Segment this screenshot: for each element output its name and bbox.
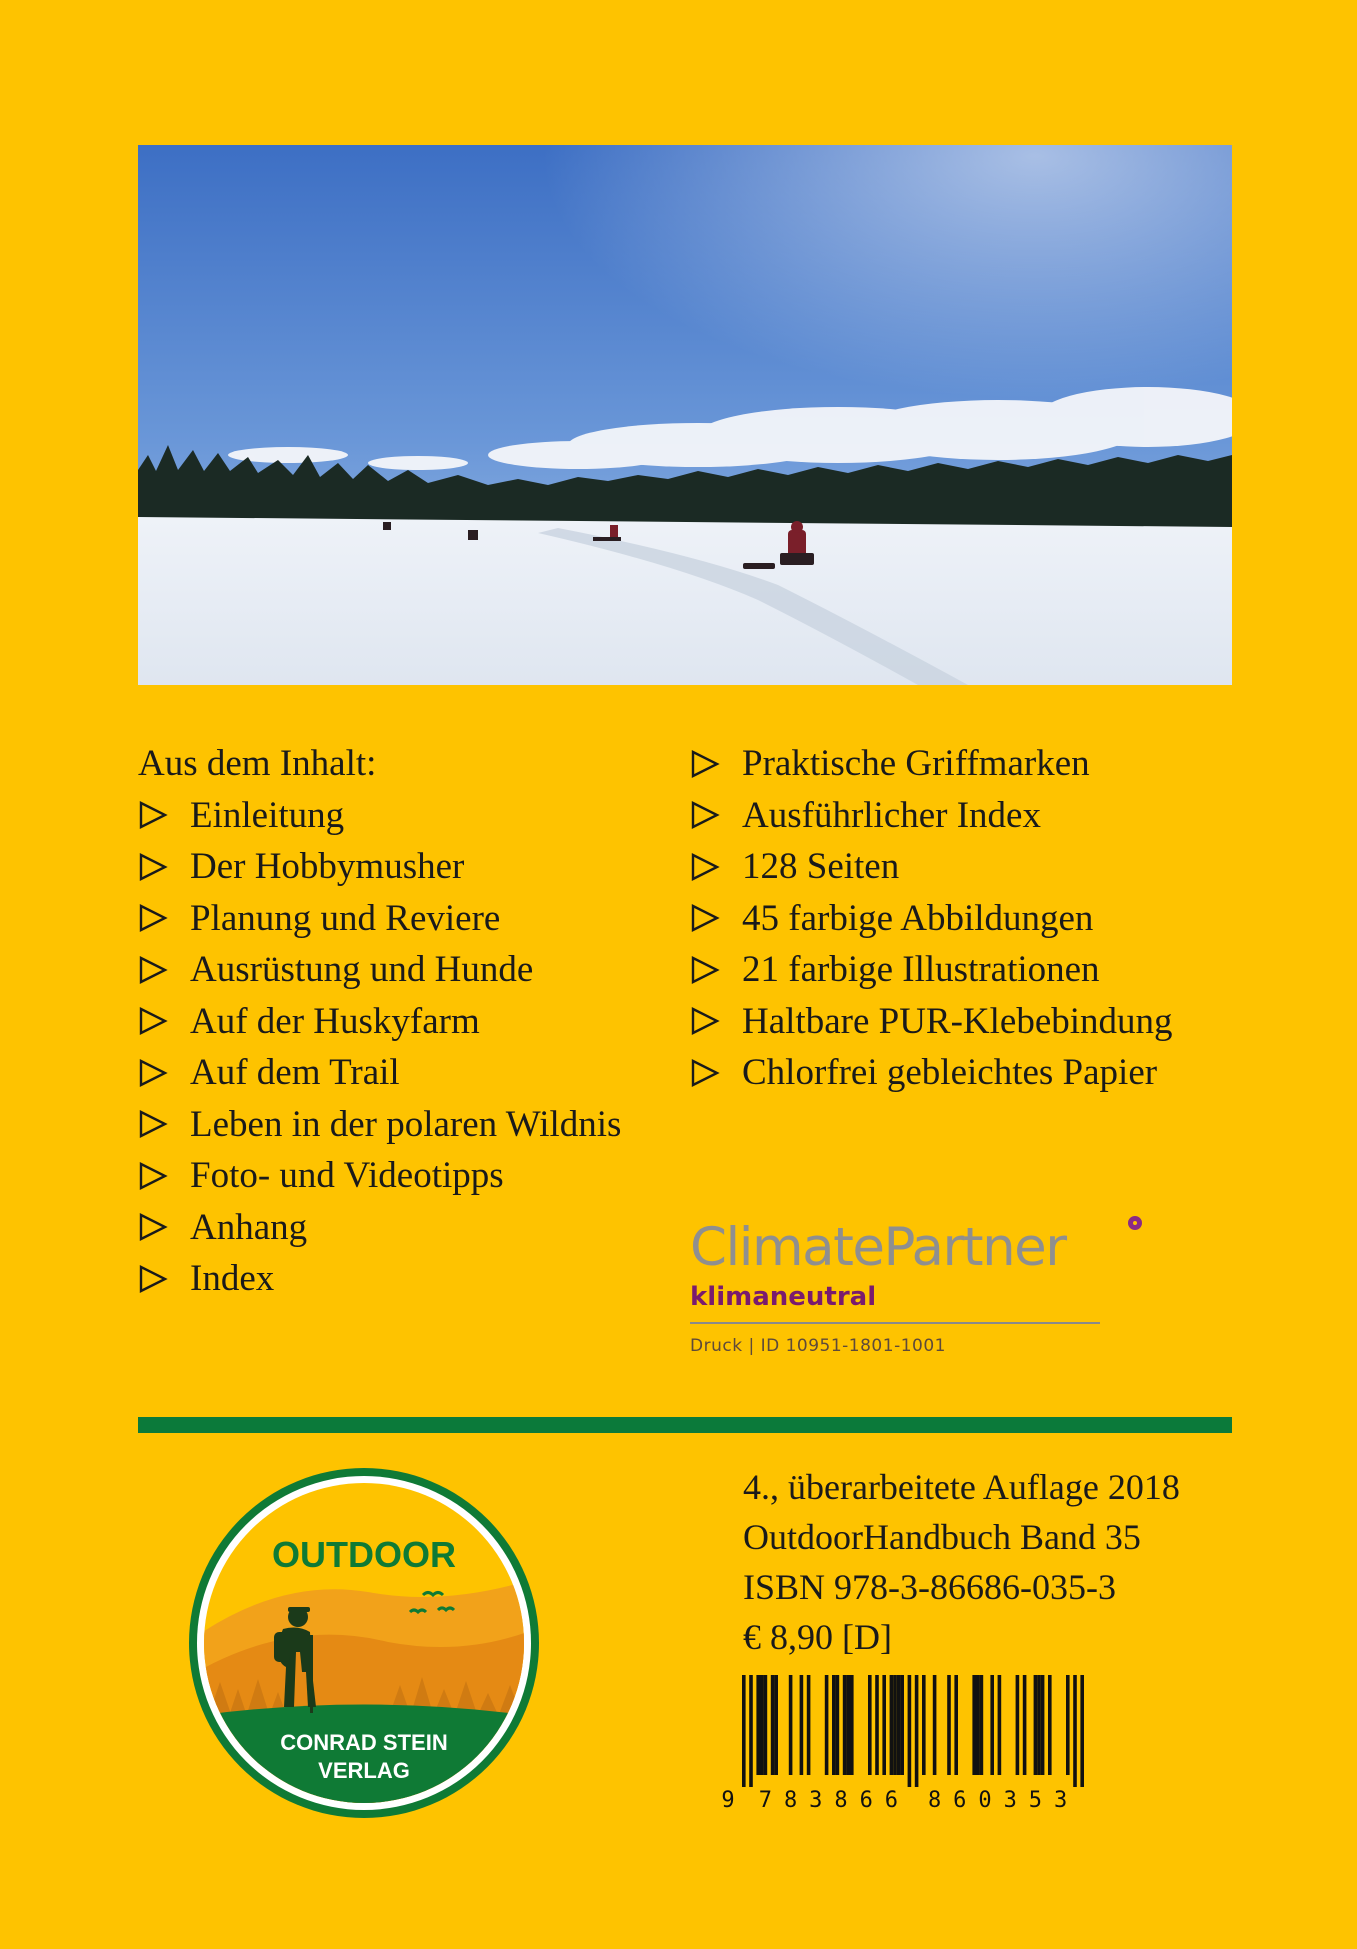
badge-bottom-line1: CONRAD STEIN bbox=[280, 1730, 448, 1755]
contents-list-right bbox=[690, 738, 1173, 1099]
triangle-outline-icon bbox=[690, 893, 742, 944]
list-item-label: Einleitung bbox=[190, 794, 345, 836]
triangle-outline-icon bbox=[138, 996, 190, 1047]
list-item bbox=[138, 893, 621, 945]
list-item bbox=[138, 790, 621, 842]
triangle-outline-icon bbox=[138, 893, 190, 944]
barcode-bar bbox=[1080, 1675, 1084, 1787]
barcode-bar bbox=[990, 1675, 994, 1775]
barcode-digit: 5 bbox=[1028, 1788, 1043, 1810]
cover-photo bbox=[138, 145, 1232, 685]
list-item-label: Praktische Griffmarken bbox=[742, 743, 1090, 784]
list-item-label: Foto- und Videotipps bbox=[190, 1155, 504, 1196]
triangle-outline-icon bbox=[690, 996, 742, 1047]
badge-bottom-line2: VERLAG bbox=[318, 1758, 410, 1783]
barcode-bar bbox=[1041, 1675, 1045, 1775]
outdoor-badge-logo bbox=[188, 1467, 540, 1819]
barcode-digit: 8 bbox=[834, 1788, 848, 1810]
triangle-outline-icon bbox=[138, 944, 190, 995]
barcode-bar bbox=[972, 1675, 976, 1775]
barcode-bar bbox=[749, 1675, 753, 1787]
triangle-outline-icon bbox=[138, 1202, 190, 1253]
barcode-bar bbox=[947, 1675, 951, 1775]
barcode-bar bbox=[800, 1675, 804, 1775]
barcode-bar bbox=[756, 1675, 760, 1775]
list-item-label: Der Hobbymusher bbox=[190, 846, 465, 887]
list-item-label: Auf der Huskyfarm bbox=[190, 1000, 480, 1042]
list-item-label: Index bbox=[190, 1258, 275, 1299]
barcode-bar bbox=[980, 1675, 984, 1775]
barcode-bar bbox=[836, 1675, 840, 1775]
list-item bbox=[138, 944, 621, 996]
triangle-outline-icon bbox=[138, 841, 190, 892]
barcode-bar bbox=[764, 1675, 768, 1775]
barcode-bar bbox=[789, 1675, 793, 1775]
barcode-bar bbox=[868, 1675, 872, 1775]
list-item bbox=[138, 1202, 621, 1254]
list-item-label: 128 Seiten bbox=[742, 846, 900, 887]
list-item-label: Leben in der polaren Wildnis bbox=[190, 1103, 622, 1145]
book-info bbox=[743, 1462, 1180, 1662]
barcode-digit: 8 bbox=[783, 1788, 798, 1810]
barcode-digit: 6 bbox=[859, 1788, 873, 1810]
barcode-bar bbox=[954, 1675, 958, 1775]
contents-list-left bbox=[138, 738, 621, 1305]
triangle-outline-icon bbox=[690, 841, 742, 892]
list-item bbox=[690, 738, 1173, 790]
publisher-badge bbox=[188, 1467, 540, 1819]
divider bbox=[690, 1322, 1100, 1324]
barcode-bar bbox=[922, 1675, 926, 1775]
barcode-bar bbox=[771, 1675, 775, 1775]
contents-heading: Aus dem Inhalt: bbox=[138, 743, 377, 784]
triangle-outline-icon bbox=[138, 1047, 190, 1098]
barcode-bar bbox=[1073, 1675, 1077, 1787]
barcode-digit: 0 bbox=[978, 1788, 992, 1810]
price-text: € 8,90 [D] bbox=[743, 1617, 892, 1657]
barcode-bar bbox=[843, 1675, 847, 1775]
list-item bbox=[138, 841, 621, 893]
dog-sled-photo-image bbox=[138, 145, 1232, 685]
list-item bbox=[690, 790, 1173, 842]
barcode-bar bbox=[915, 1675, 919, 1787]
green-divider-bar bbox=[138, 1417, 1232, 1433]
list-item-label: 21 farbige Illustrationen bbox=[742, 949, 1100, 990]
circle-icon bbox=[1128, 1216, 1142, 1230]
badge-top-text: OUTDOOR bbox=[272, 1534, 456, 1575]
barcode-bar bbox=[774, 1675, 778, 1775]
barcode-bar bbox=[933, 1675, 937, 1775]
list-item-label: Ausrüstung und Hunde bbox=[190, 949, 534, 990]
climate-partner-name: ClimatePartner bbox=[690, 1217, 1066, 1278]
series-text: OutdoorHandbuch Band 35 bbox=[743, 1517, 1141, 1557]
triangle-outline-icon bbox=[138, 1253, 190, 1304]
list-item bbox=[138, 1047, 621, 1099]
barcode-bar bbox=[1034, 1675, 1038, 1775]
climate-neutral-label: klimaneutral bbox=[690, 1282, 877, 1312]
barcode-bar bbox=[1023, 1675, 1027, 1775]
list-item bbox=[138, 1253, 621, 1305]
barcode-digit: 8 bbox=[927, 1788, 942, 1810]
barcode-graphic bbox=[720, 1675, 1118, 1810]
triangle-outline-icon bbox=[690, 790, 742, 841]
barcode-bar bbox=[1066, 1675, 1070, 1775]
list-item bbox=[690, 996, 1173, 1048]
barcode-digit: 7 bbox=[758, 1788, 773, 1810]
isbn-barcode bbox=[720, 1675, 1118, 1810]
list-item bbox=[690, 944, 1173, 996]
list-item-label: 45 farbige Abbildungen bbox=[742, 897, 1094, 939]
barcode-bar bbox=[998, 1675, 1002, 1775]
barcode-bar bbox=[807, 1675, 811, 1775]
list-item-label: Ausführlicher Index bbox=[742, 794, 1041, 836]
barcode-bar bbox=[825, 1675, 829, 1775]
list-item-label: Haltbare PUR-Klebebindung bbox=[742, 1000, 1173, 1042]
list-item bbox=[138, 1150, 621, 1202]
triangle-outline-icon bbox=[138, 790, 190, 841]
triangle-outline-icon bbox=[138, 1150, 190, 1201]
barcode-bar bbox=[900, 1675, 904, 1775]
barcode-bar bbox=[897, 1675, 901, 1775]
list-item-label: Chlorfrei gebleichtes Papier bbox=[742, 1052, 1158, 1093]
isbn-text: ISBN 978-3-86686-035-3 bbox=[743, 1567, 1116, 1607]
barcode-digit: 6 bbox=[884, 1788, 899, 1810]
list-item bbox=[690, 893, 1173, 945]
barcode-digit: 3 bbox=[1053, 1788, 1068, 1810]
barcode-bar bbox=[832, 1675, 836, 1775]
triangle-outline-icon bbox=[138, 1099, 190, 1150]
list-item bbox=[690, 841, 1173, 893]
barcode-digit: 6 bbox=[953, 1788, 967, 1810]
barcode-bar bbox=[1016, 1675, 1020, 1775]
list-item bbox=[690, 1047, 1173, 1099]
list-item-label: Anhang bbox=[190, 1206, 308, 1248]
climate-partner-logo bbox=[690, 1218, 1110, 1356]
edition-text: 4., überarbeitete Auflage 2018 bbox=[743, 1467, 1180, 1507]
list-item bbox=[138, 1099, 621, 1151]
barcode-bar bbox=[850, 1675, 854, 1775]
barcode-bar bbox=[893, 1675, 897, 1775]
barcode-bar bbox=[742, 1675, 746, 1787]
barcode-bar bbox=[908, 1675, 912, 1787]
list-item-label: Planung und Reviere bbox=[190, 897, 501, 939]
triangle-outline-icon bbox=[690, 738, 742, 789]
barcode-bar bbox=[976, 1675, 980, 1775]
barcode-bar bbox=[1048, 1675, 1052, 1775]
triangle-outline-icon bbox=[690, 1047, 742, 1098]
barcode-bar bbox=[760, 1675, 764, 1775]
list-item-label: Auf dem Trail bbox=[190, 1052, 400, 1093]
barcode-digit: 3 bbox=[1003, 1788, 1017, 1810]
barcode-digit: 3 bbox=[809, 1788, 823, 1810]
barcode-bar bbox=[875, 1675, 879, 1775]
barcode-digit: 9 bbox=[721, 1788, 735, 1810]
barcode-bar bbox=[882, 1675, 886, 1775]
barcode-bar bbox=[846, 1675, 850, 1775]
barcode-bar bbox=[890, 1675, 894, 1775]
barcode-bar bbox=[1037, 1675, 1041, 1775]
triangle-outline-icon bbox=[690, 944, 742, 995]
list-item bbox=[138, 996, 621, 1048]
climate-id-line: Druck | ID 10951-1801-1001 bbox=[690, 1336, 946, 1356]
